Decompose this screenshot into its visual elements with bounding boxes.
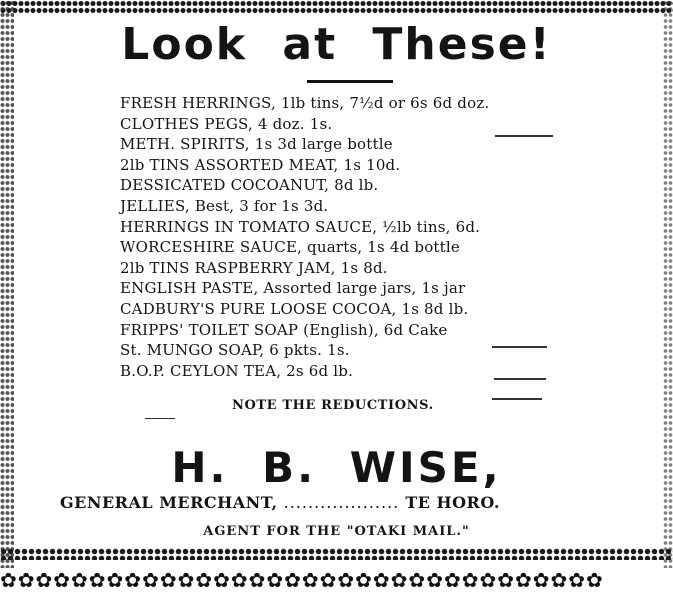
price-list-item: CLOTHES PEGS, 4 doz. 1s. [120,114,333,133]
advert-headline: Look at These! [121,19,552,70]
merchant-line [60,493,500,512]
ornamental-border-top [0,0,673,14]
print-dash [492,346,547,348]
price-list-item: DESSICATED COCOANUT, 8d lb. [120,176,379,195]
flower-ornament-row: ✿✿✿✿✿✿✿✿✿✿✿✿✿✿✿✿✿✿✿✿✿✿✿✿✿✿✿✿✿✿✿✿✿✿ [0,568,604,592]
price-list-item: St. MUNGO SOAP, 6 pkts. 1s. [120,341,350,360]
reductions-note: NOTE THE REDUCTIONS. [232,398,434,413]
headline-rule [307,80,393,83]
agent-line: AGENT FOR THE "OTAKI MAIL." [203,524,470,539]
merchant-location: TE HORO. [405,493,500,512]
price-list-item: 2lb TINS RASPBERRY JAM, 1s 8d. [120,258,388,277]
merchant-role: GENERAL MERCHANT, [60,493,278,512]
print-dash [492,398,542,400]
print-dash [494,378,546,380]
price-list-item: ENGLISH PASTE, Assorted large jars, 1s jar [120,279,466,298]
price-list-item: HERRINGS IN TOMATO SAUCE, ½lb tins, 6d. [120,217,481,236]
price-list-item: CADBURY'S PURE LOOSE COCOA, 1s 8d lb. [120,299,469,318]
print-dash [145,418,175,419]
price-list [120,93,560,381]
price-list-item: FRESH HERRINGS, 1lb tins, 7½d or 6s 6d doz. [120,94,490,112]
price-list-item: 2lb TINS ASSORTED MEAT, 1s 10d. [120,155,401,174]
price-list-item: B.O.P. CEYLON TEA, 2s 6d lb. [120,361,354,380]
ornamental-border-bottom [0,548,673,560]
price-list-item: METH. SPIRITS, 1s 3d large bottle [120,135,393,154]
merchant-name: H. B. WISE, [171,443,502,492]
dot-leader: ................... [283,493,400,512]
price-list-item: WORCESHIRE SAUCE, quarts, 1s 4d bottle [120,238,460,257]
price-list-item: FRIPPS' TOILET SOAP (English), 6d Cake [120,320,448,339]
price-list-item: JELLIES, Best, 3 for 1s 3d. [120,196,329,215]
print-dash [495,135,553,137]
